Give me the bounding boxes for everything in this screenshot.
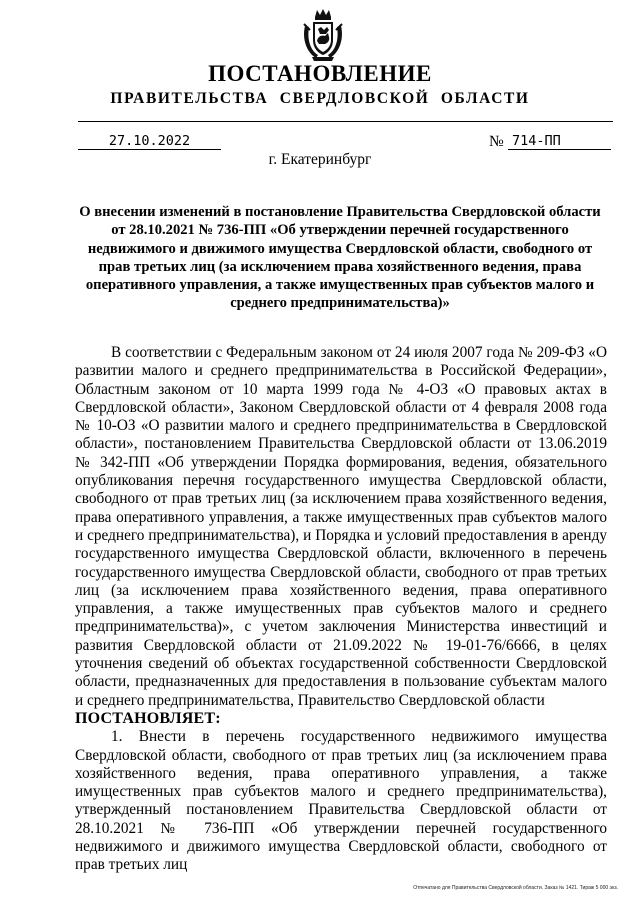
number-label: № [489, 133, 504, 150]
header-divider [78, 121, 613, 122]
decree-word: ПОСТАНОВЛЯЕТ: [75, 709, 221, 727]
item-1-paragraph: 1. Внести в перечень государственного недвижимого имущества Свердловской области, свободного от прав третьих лиц (за исключением права хозяйственного ведения, права оперативного управления, а также имущественных прав субъектов малого и среднего предпринимательства), утвержденный постановлением Правительства Свердловской области от 28.10.2021 № 736-ПП «Об утверждении перечней государственного недвижимого и движимого имущества Свердловской области, свободного от прав третьих лиц [75, 728, 607, 874]
coat-of-arms-icon [302, 8, 344, 62]
city: г. Екатеринбург [268, 151, 372, 168]
document-body [75, 344, 607, 875]
document-date: 27.10.2022 [78, 133, 221, 150]
document-type-heading: ПОСТАНОВЛЕНИЕ [208, 61, 432, 86]
document-number: 714-ПП [508, 133, 611, 150]
preamble-paragraph: В соответствии с Федеральным законом от 24 июля 2007 года № 209-ФЗ «О развитии малого и среднего предпринимательства в Российской Федерации», Областным законом от 10 марта 1999 года № 4-ОЗ «О правовых актах в Свердловской области», Законом Свердловской области от 4 февраля 2008 года № 10-ОЗ «О развитии малого и среднего предпринимательства в Свердловской области», постановлением Правительства Свердловской области от 13.06.2019 № 342-ПП «Об утверждении Порядка формирования, ведения, обязательного опубликования перечня государственного имущества Свердловской области, свободного от прав третьих лиц (за исключением права хозяйственного ведения, права оперативного управления, а также имущественных прав субъектов малого и среднего предпринимательства), и Порядка и условий предоставления в аренду государственного имущества Свердловской области, включенного в перечень государственного имущества Свердловской области, свободного от прав третьих лиц (за исключением права хозяйственного ведения, права оперативного управления, а также имущественных прав субъектов малого и среднего предпринимательства)», с учетом заключения Министерства инвестиций и развития Свердловской области от 21.09.2022 № 19-01-76/6666, в целях уточнения сведений об объектах государственной собственности Свердловской области, предназначенных для предоставления в пользование субъектам малого и среднего предпринимательства, Правительство Свердловской области [75, 344, 607, 709]
document-title: О внесении изменений в постановление Правительства Свердловской области от 28.10.2021 № 736-ПП «Об утверждении перечней государственного недвижимого и движимого имущества Свердловской области, свободного от прав третьих лиц (за исключением права хозяйственного ведения, права оперативного управления, а также имущественных прав субъектов малого и среднего предпринимательства)» [79, 204, 601, 312]
issuing-authority: ПРАВИТЕЛЬСТВА СВЕРДЛОВСКОЙ ОБЛАСТИ [110, 90, 530, 107]
print-footer: Отпечатано для Правительства Свердловской области. Заказ № 1421. Тираж 5 000 экз. [413, 885, 618, 891]
